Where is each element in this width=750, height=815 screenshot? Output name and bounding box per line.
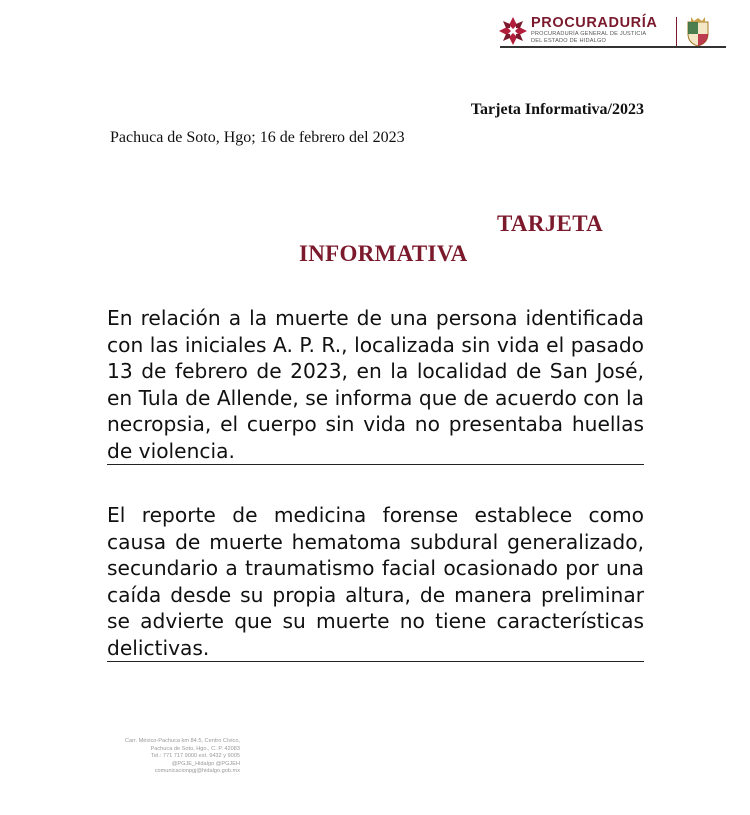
- footer-social: @PGJE_Hidalgo @PGJEH: [171, 760, 240, 767]
- reference-title: Tarjeta Informativa/2023: [470, 101, 644, 118]
- brand-subtitle-line1: PROCURADURÍA GENERAL DE JUSTICIA: [531, 31, 647, 37]
- brand-name: PROCURADURÍA: [531, 15, 658, 31]
- flower-emblem-icon: [498, 16, 528, 46]
- heading-line2: INFORMATIVA: [299, 241, 468, 266]
- footer-phone: Tel.: 771 717 9000 ext. 9432 y 9005: [151, 753, 240, 760]
- footer-address: Carr. México-Pachuca km 84.5, Centro Cívico,: [124, 738, 240, 744]
- state-shield-icon: [685, 16, 711, 48]
- footer-email: comunicacionpgj@hidalgo.gob.mx: [154, 768, 240, 775]
- footer-contact: [60, 738, 240, 776]
- brand-subtitle-line2: DEL ESTADO DE HIDALGO: [531, 37, 607, 44]
- paragraph-1: En relación a la muerte de una persona identificada con las iniciales A. P. R., localizada sin vida el pasado 13 de febrero de 2023, en la localidad de San José, en Tula de Allende, se informa que de acuerdo con la necropsia, el cuerpo sin vida no presentaba huellas de violencia.: [107, 305, 644, 465]
- place-date: Pachuca de Soto, Hgo; 16 de febrero del 2023: [110, 129, 405, 146]
- header-rule: [500, 46, 726, 48]
- heading-line1: TARJETA: [497, 211, 604, 236]
- brand-divider: [676, 17, 677, 47]
- brand-text: [531, 15, 673, 44]
- paragraph-2: El reporte de medicina forense establece como causa de muerte hematoma subdural generalizado, secundario a traumatismo facial ocasionado por una caída desde su propia altura, de manera preliminar se advierte que su muerte no tiene características delictivas.: [107, 502, 644, 662]
- footer-city: Pachuca de Soto, Hgo., C. P. 42083: [150, 745, 240, 752]
